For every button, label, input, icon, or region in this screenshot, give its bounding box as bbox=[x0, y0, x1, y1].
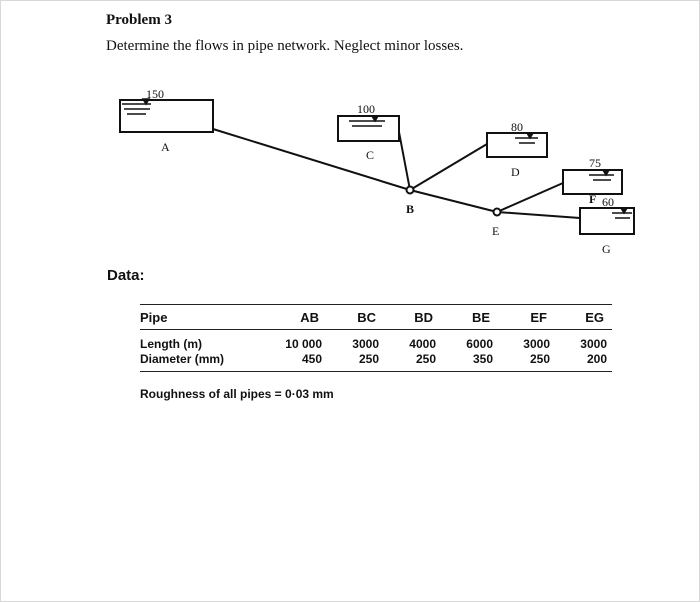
junction-E bbox=[494, 209, 501, 216]
length-value: 10 000 bbox=[285, 336, 322, 351]
pipe-name: BD bbox=[414, 309, 433, 325]
data-label: Data: bbox=[107, 267, 145, 284]
diameter-label: Diameter (mm) bbox=[140, 351, 225, 366]
junction-B bbox=[407, 187, 414, 194]
length-value: 6000 bbox=[466, 336, 493, 351]
diameter-value: 250 bbox=[358, 351, 379, 366]
elevation-A: 150 bbox=[146, 87, 164, 101]
table-row-length bbox=[140, 336, 612, 351]
reservoir-C bbox=[338, 116, 399, 141]
pipe-BC bbox=[399, 132, 410, 190]
roughness-note: Roughness of all pipes = 0·03 mm bbox=[140, 387, 334, 401]
table-header-row bbox=[140, 305, 612, 329]
elevation-F: 75 bbox=[589, 156, 601, 170]
pipe-BD bbox=[410, 144, 487, 190]
diameter-value: 250 bbox=[415, 351, 436, 366]
pipe-BE bbox=[410, 190, 497, 212]
reservoir-A bbox=[120, 100, 213, 132]
diameter-value: 200 bbox=[586, 351, 607, 366]
pipe-EF bbox=[497, 183, 563, 212]
label-G: G bbox=[602, 242, 611, 256]
reservoir-G bbox=[580, 208, 634, 234]
label-F: F bbox=[589, 192, 597, 206]
label-A: A bbox=[161, 140, 170, 154]
table-row-diameter bbox=[140, 351, 612, 366]
pipe-name: EF bbox=[530, 309, 547, 325]
pipe-name: BC bbox=[357, 309, 376, 325]
label-E: E bbox=[492, 224, 500, 238]
elevation-C: 100 bbox=[357, 102, 375, 116]
label-B: B bbox=[406, 202, 415, 216]
length-value: 4000 bbox=[409, 336, 436, 351]
table-bottom-rule bbox=[140, 371, 612, 372]
diameter-value: 350 bbox=[472, 351, 493, 366]
label-C: C bbox=[366, 148, 375, 162]
pipe-network-diagram bbox=[0, 0, 700, 260]
pipe-name: EG bbox=[585, 309, 604, 325]
diameter-value: 450 bbox=[301, 351, 322, 366]
pipe-header: Pipe bbox=[140, 309, 168, 325]
elevation-D: 80 bbox=[511, 120, 523, 134]
reservoir-D bbox=[487, 133, 547, 157]
problem-title: Problem 3 bbox=[106, 12, 172, 28]
problem-statement: Determine the flows in pipe network. Neglect minor losses. bbox=[106, 38, 464, 54]
label-D: D bbox=[511, 165, 520, 179]
diameter-value: 250 bbox=[529, 351, 550, 366]
pipe-data-table bbox=[140, 304, 612, 372]
pipe-name: BE bbox=[471, 309, 490, 325]
length-value: 3000 bbox=[352, 336, 379, 351]
pipe-EG bbox=[497, 212, 580, 218]
reservoir-F bbox=[563, 170, 622, 194]
elevation-G: 60 bbox=[602, 195, 614, 209]
length-value: 3000 bbox=[523, 336, 550, 351]
length-value: 3000 bbox=[580, 336, 607, 351]
pipe-name: AB bbox=[300, 309, 319, 325]
length-label: Length (m) bbox=[140, 336, 202, 351]
